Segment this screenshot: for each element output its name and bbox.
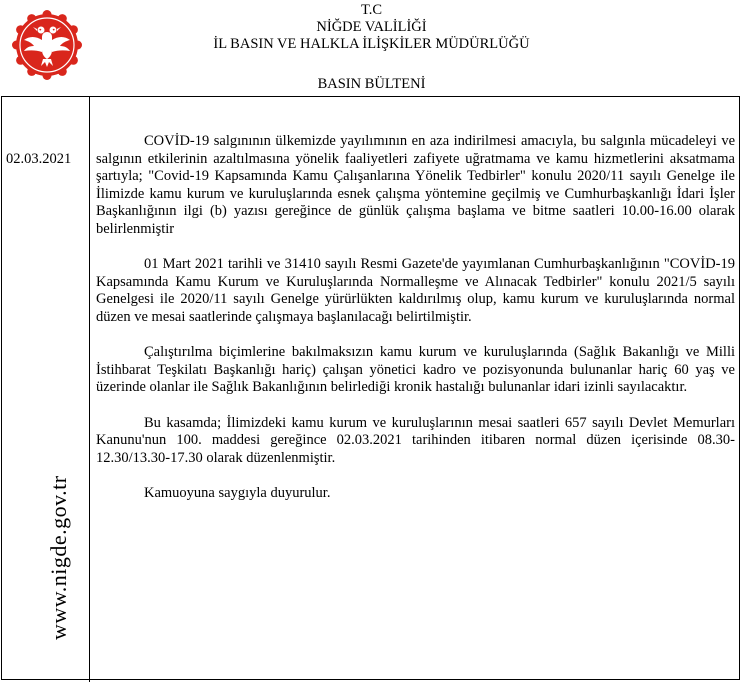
website-url: www.nigde.gov.tr [46, 475, 71, 640]
letterhead [0, 0, 743, 96]
paragraph-1: COVİD-19 salgınının ülkemizde yayılımının en aza indirilmesi amacıyla, bu salgınla mücadeleyi ve salgının etkilerinin azaltılmasına yönelik faaliyetleri zafiyete uğratmama ve kamu hizmetlerini aksatmama şartıyla; "Covid-19 Kapsamında Kamu Çalışanlarına Yönelik Tedbirler" konulu 2020/11 sayılı Genelge ile İlimizde kamu kurum ve kuruluşlarında esnek çalışma yöntemine geçilmiş ve Cumhurbaşkanlığı İdari İşler Başkanlığının ilgi (b) yazısı gereğince de günlük çalışma başlama ve bitme saatleri 10.00-16.00 olarak belirlenmiştir [96, 133, 735, 237]
column-divider [89, 96, 90, 682]
header-line-governorship: NİĞDE VALİLİĞİ [316, 19, 427, 35]
bulletin-body [96, 133, 735, 502]
header-line-directorate: İL BASIN VE HALKLA İLİŞKİLER MÜDÜRLÜĞÜ [213, 36, 530, 52]
bulletin-date: 02.03.2021 [6, 151, 72, 167]
bulletin-title: BASIN BÜLTENİ [317, 76, 426, 92]
paragraph-3: Çalıştırılma biçimlerine bakılmaksızın kamu kurum ve kuruluşlarında (Sağlık Bakanlığı ve Milli İstihbarat Teşkilatı Başkanlığı hariç) çalışan yönetici kadro ve pozisyonunda bulunanlar hariç 60 yaş ve üzerinde olanlar ile Sağlık Bakanlığının belirlediği kronik hastalığı bulunanlar idari izinli sayılacaktır. [96, 344, 735, 396]
institution-heading [0, 2, 743, 53]
paragraph-2: 01 Mart 2021 tarihli ve 31410 sayılı Resmi Gazete'de yayımlanan Cumhurbaşkanlığının "COVİD-19 Kapsamında Kamu Kurum ve Kuruluşlarında Normalleşme ve Alınacak Tedbirler" konulu 2021/5 sayılı Genelgesi ile 2020/11 sayılı Genelge yürürlükten kaldırılmış olup, kamu kurum ve kuruluşlarında normal düzen ve mesai saatlerinde çalışmaya başlanılacağı belirtilmiştir. [96, 256, 735, 325]
paragraph-4: Bu kasamda; İlimizdeki kamu kurum ve kuruluşlarının mesai saatleri 657 sayılı Devlet Memurları Kanunu'nun 100. maddesi gereğince 02.03.2021 tarihinden itibaren normal düzen içerisinde 08.30-12.30/13.30-17.30 olarak düzenlenmiştir. [96, 414, 735, 466]
header-line-tc: T.C [360, 2, 383, 18]
closing-line: Kamuoyuna saygıyla duyurulur. [144, 484, 331, 501]
